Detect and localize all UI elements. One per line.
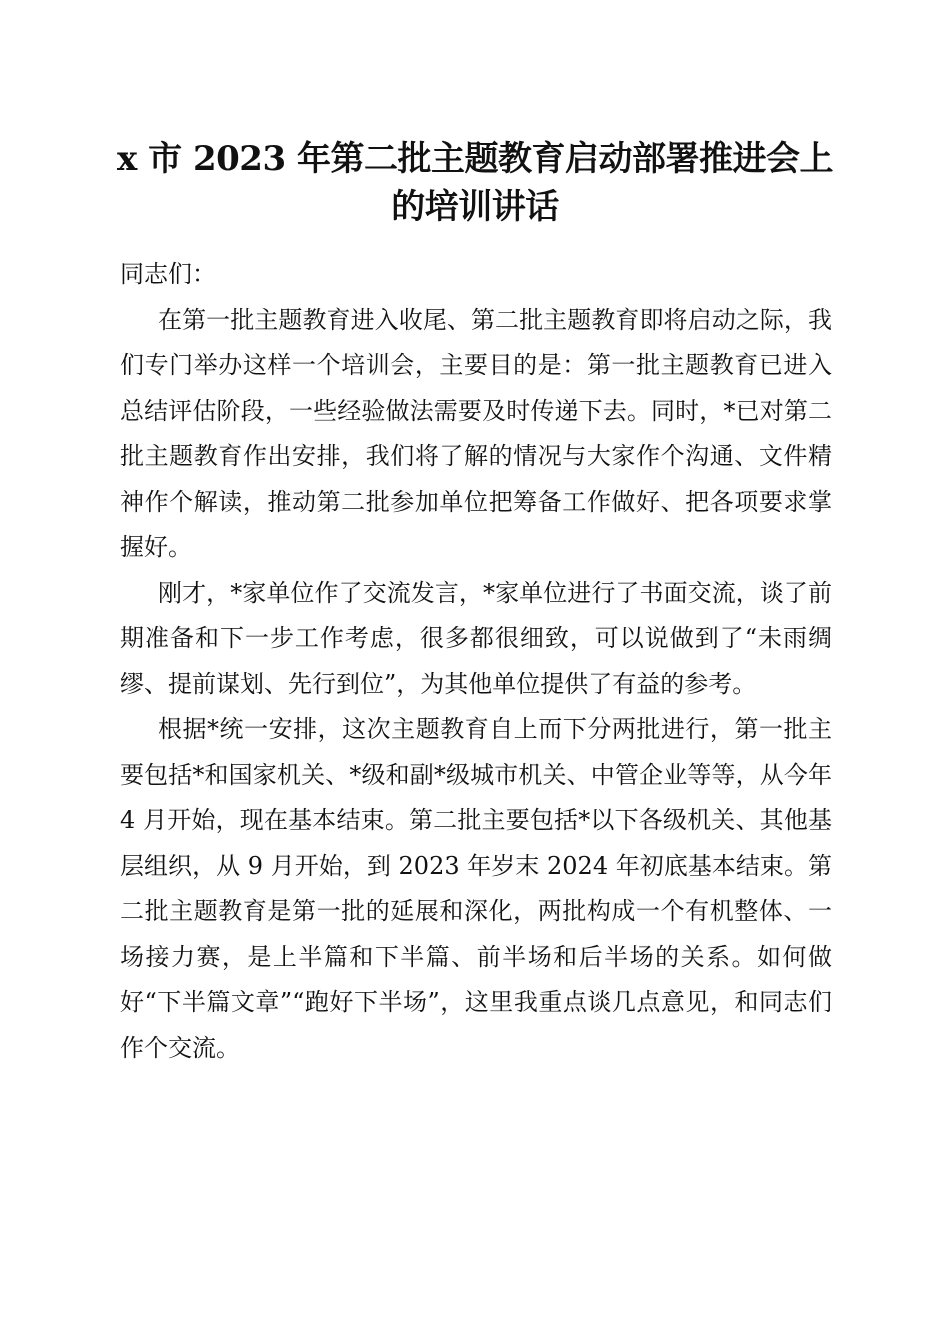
title-line-2: 的培训讲话 (391, 187, 559, 227)
document-body (120, 252, 832, 1071)
paragraph-3: 根据*统一安排，这次主题教育自上而下分两批进行，第一批主要包括*和国家机关、*级和副*级城市机关、中管企业等等，从今年 4 月开始，现在基本结束。第二批主要包括*以下各级机关、其他基层组织，从 9 月开始，到 2023 年岁末 2024 年初底基本结束。第二批主题教育是第一批的延展和深化，两批构成一个有机整体、一场接力赛，是上半篇和下半篇、前半场和后半场的关系。如何做好“下半篇文章”“跑好下半场”，这里我重点谈几点意见，和同志们作个交流。 (120, 715, 832, 1062)
document-title (100, 135, 850, 231)
paragraph-1: 在第一批主题教育进入收尾、第二批主题教育即将启动之际，我们专门举办这样一个培训会，主要目的是：第一批主题教育已进入总结评估阶段，一些经验做法需要及时传递下去。同时，*已对第二批主题教育作出安排，我们将了解的情况与大家作个沟通、文件精神作个解读，推动第二批参加单位把筹备工作做好、把各项要求掌握好。 (120, 305, 832, 561)
title-line-1: x 市 2023 年第二批主题教育启动部署推进会上 (117, 139, 833, 179)
salutation: 同志们： (120, 260, 216, 288)
paragraph-2: 刚才，*家单位作了交流发言，*家单位进行了书面交流，谈了前期准备和下一步工作考虑，很多都很细致，可以说做到了“未雨绸缪、提前谋划、先行到位”，为其他单位提供了有益的参考。 (120, 578, 832, 698)
